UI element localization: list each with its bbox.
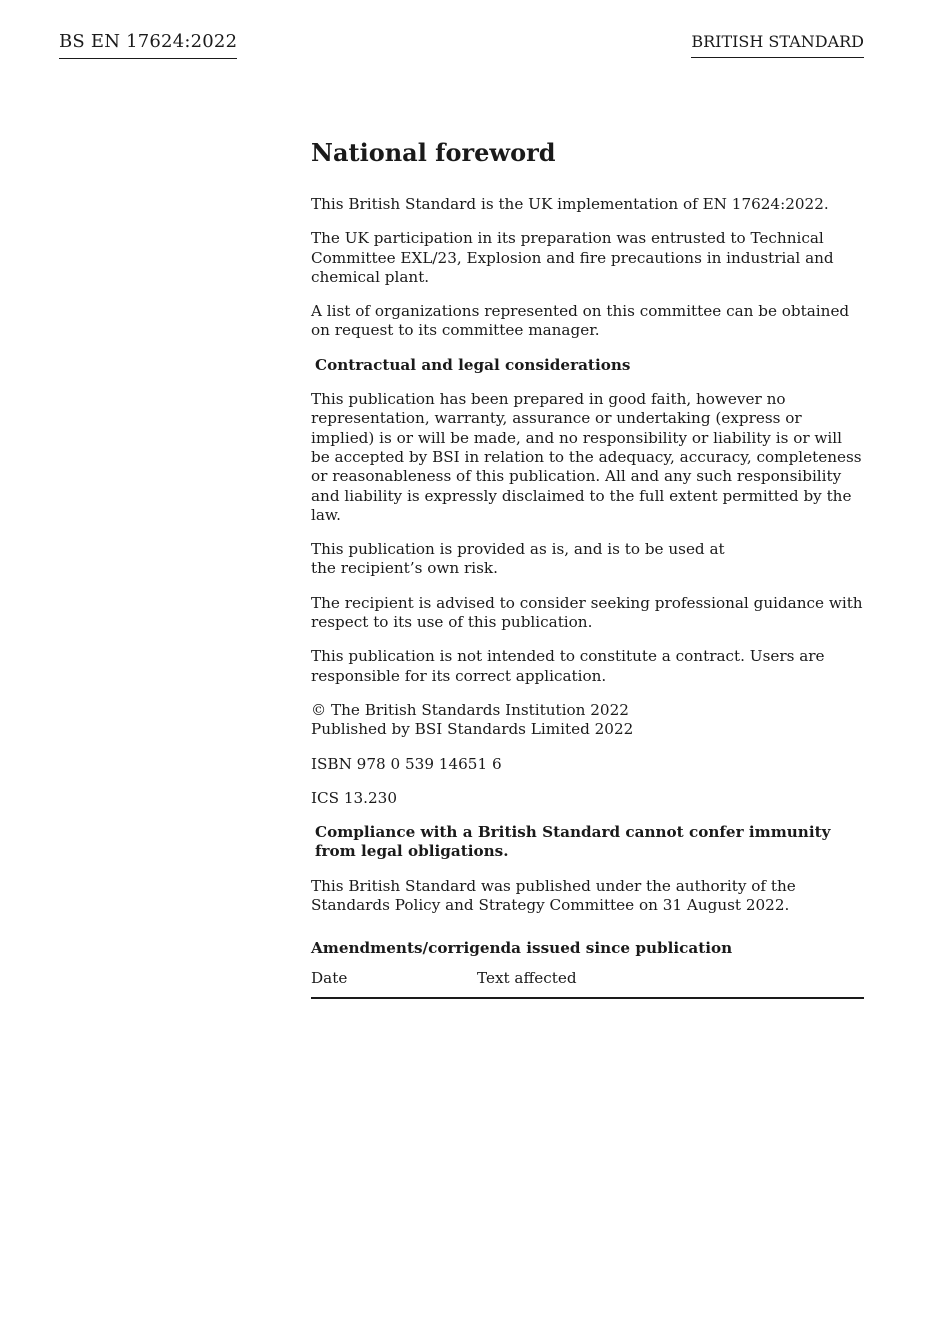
legal-paragraph: The recipient is advised to consider seeking professional guidance with respect to its use of this publication.	[311, 593, 863, 632]
committee-paragraph: The UK participation in its preparation was entrusted to Technical Committee EXL/23, Explosion and fire precautions in industrial and chemical plant.	[311, 229, 834, 286]
document-id: BS EN 17624:2022	[59, 30, 237, 59]
table-header-row	[311, 969, 864, 998]
isbn: ISBN 978 0 539 14651 6	[311, 754, 502, 773]
legal-paragraph: This publication is provided as is, and is to be used at the recipient’s own risk.	[311, 540, 725, 578]
copyright-line: © The British Standards Institution 2022	[311, 700, 629, 719]
amendments-table	[311, 969, 864, 999]
publisher-line: Published by BSI Standards Limited 2022	[311, 720, 634, 739]
series-label: BRITISH STANDARD	[691, 31, 864, 58]
intro-paragraph: This British Standard is the UK implementation of EN 17624:2022.	[311, 195, 829, 213]
ics-code: ICS 13.230	[311, 788, 397, 807]
column-header-text-affected: Text affected	[477, 969, 864, 998]
amendments-title: Amendments/corrigenda issued since publication	[311, 939, 733, 958]
column-header-date: Date	[311, 969, 477, 998]
copyright-block	[311, 701, 864, 740]
authority-paragraph: This British Standard was published under the authority of the Standards Policy and Strategy Committee on 31 August 2022.	[311, 876, 796, 915]
legal-paragraph: This publication has been prepared in good faith, however no representation, warranty, assurance or undertaking (express or implied) is or will be made, and no responsibility or liability is or will be accepted by BSI in relation to the adequacy, accuracy, completeness or reasonableness of this publication. All and any such responsibility and liability is expressly disclaimed to the full extent permitted by the law.	[311, 390, 862, 524]
legal-paragraph: This publication is not intended to constitute a contract. Users are responsible for its correct application.	[311, 647, 825, 685]
national-foreword-section	[311, 138, 864, 999]
legal-heading: Contractual and legal considerations	[315, 355, 631, 374]
page-title: National foreword	[311, 138, 556, 167]
compliance-notice: Compliance with a British Standard cannot confer immunity from legal obligations.	[315, 823, 831, 861]
committee-list-paragraph: A list of organizations represented on this committee can be obtained on request to its committee manager.	[311, 302, 850, 340]
